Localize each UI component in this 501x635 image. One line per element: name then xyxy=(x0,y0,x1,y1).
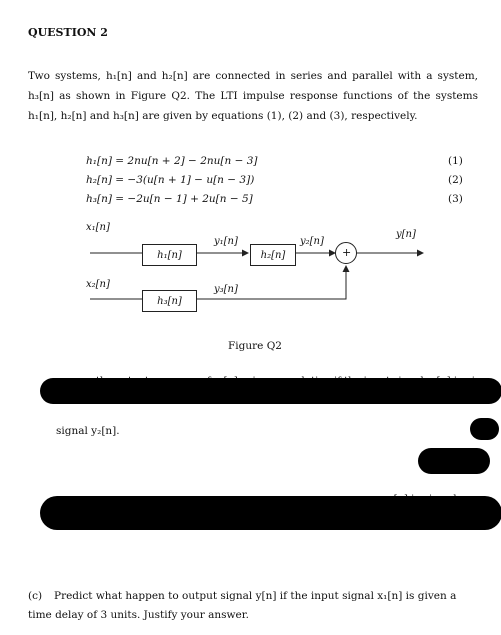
signal-y2-text: signal y₂[n]. xyxy=(56,425,120,437)
redaction-bar-1 xyxy=(40,378,501,404)
label-x1: x₁[n] xyxy=(86,222,110,233)
plus-sign: + xyxy=(342,246,352,259)
figure-caption: Figure Q2 xyxy=(228,340,282,352)
equation-2-number: (2) xyxy=(448,174,463,186)
equation-1-number: (1) xyxy=(448,155,463,167)
redaction-blob-2 xyxy=(418,448,490,474)
question-intro: Two systems, h₁[n] and h₂[n] are connected in series and parallel with a system, h₃[n] as shown in Figure Q2. The LTI impulse response functions of the systems h₁[n], h₂[n] and h₃[n] are given by equations (1), (2) and (3), respectively. xyxy=(28,70,478,122)
label-y: y[n] xyxy=(396,229,416,240)
part-c xyxy=(28,587,483,625)
equation-2: h₂[n] = −3(u[n + 1] − u[n − 3]) xyxy=(86,174,255,186)
part-c-label: (c) xyxy=(28,590,43,602)
redaction-blob-1 xyxy=(470,418,499,440)
block-h3: h₃[n] xyxy=(142,290,197,312)
label-x2: x₂[n] xyxy=(86,279,110,290)
equation-1: h₁[n] = 2nu[n + 2] − 2nu[n − 3] xyxy=(86,155,258,167)
equation-3: h₃[n] = −2u[n − 1] + 2u[n − 5] xyxy=(86,193,253,205)
redaction-bar-2 xyxy=(40,496,501,530)
block-h1: h₁[n] xyxy=(142,244,197,266)
label-y2: y₂[n] xyxy=(300,236,324,247)
label-y1: y₁[n] xyxy=(214,236,238,247)
question-title: QUESTION 2 xyxy=(28,26,108,39)
label-y3: y₃[n] xyxy=(214,284,238,295)
part-c-text: Predict what happen to output signal y[n] if the input signal x₁[n] is given a time delay of 3 units. Justify your answer. xyxy=(28,590,457,621)
block-h2: h₂[n] xyxy=(250,244,296,266)
equation-3-number: (3) xyxy=(448,193,463,205)
